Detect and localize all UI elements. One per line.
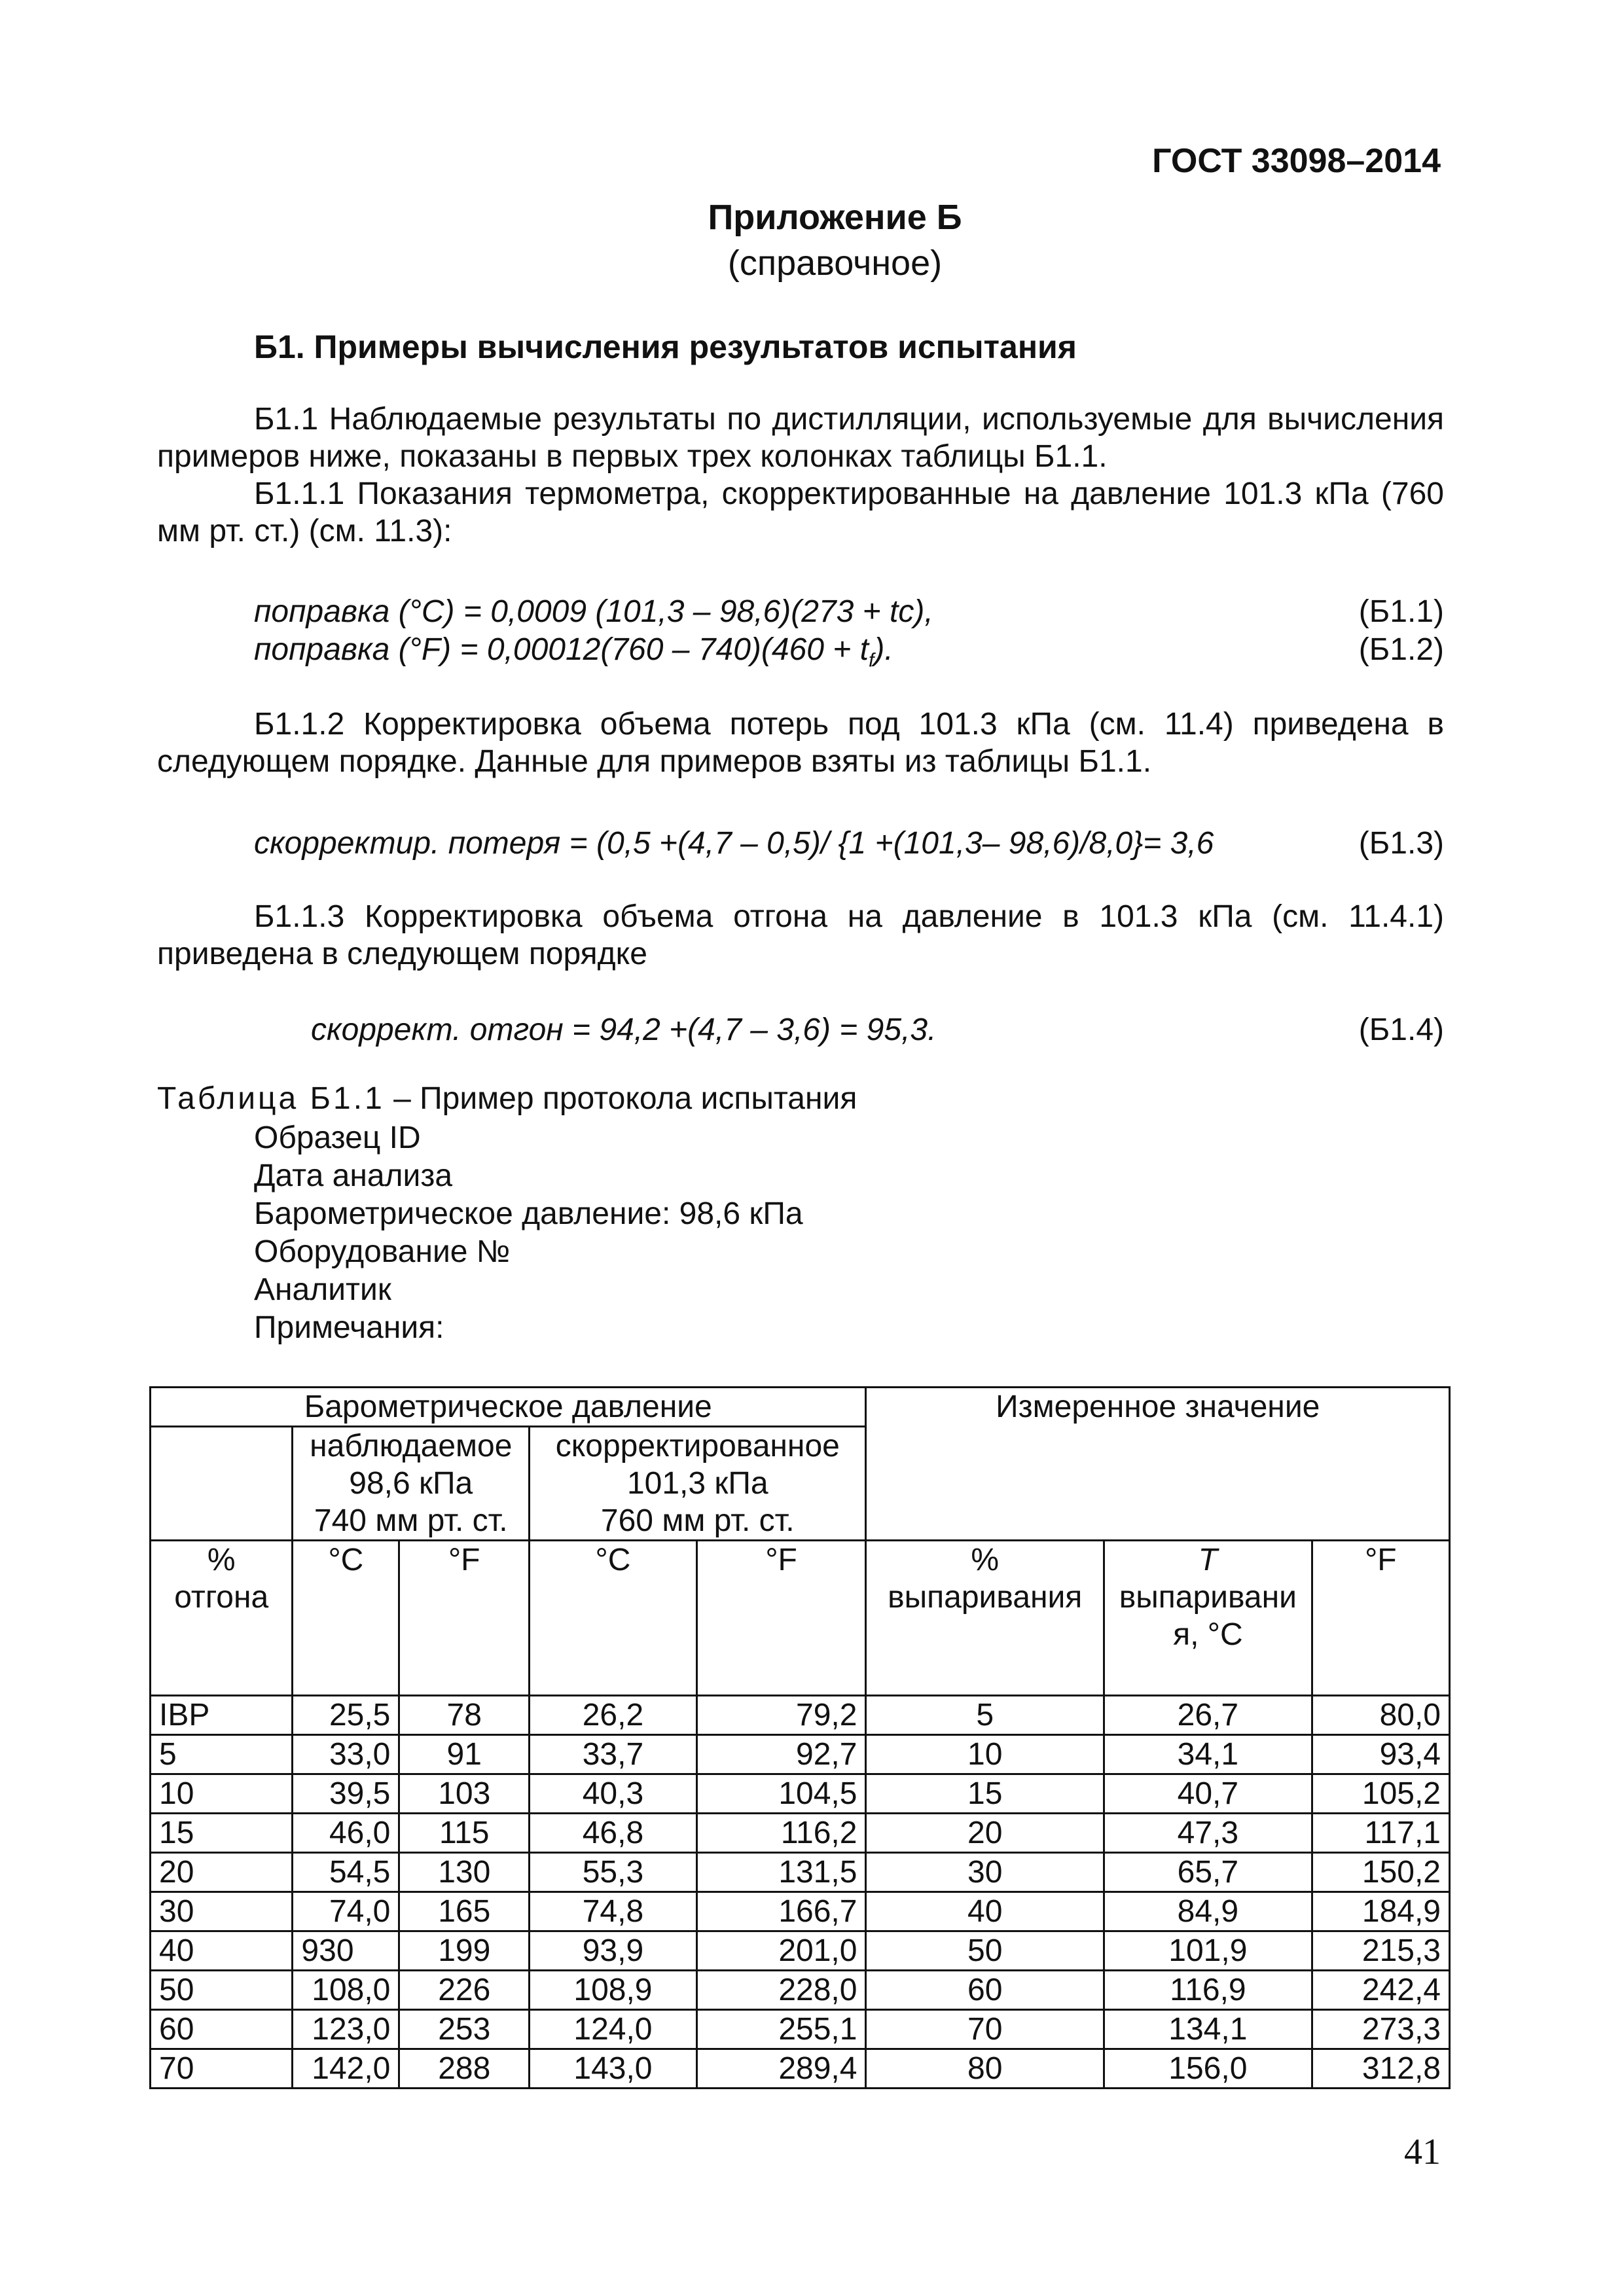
cell-obs-c: 74,0 bbox=[293, 1892, 399, 1931]
meta-analyst: Аналитик bbox=[254, 1272, 391, 1307]
cell-corr-c: 143,0 bbox=[530, 2049, 697, 2089]
cell-corr-f: 104,5 bbox=[696, 1774, 866, 1814]
cell-t-evap: 156,0 bbox=[1104, 2049, 1312, 2089]
table-row bbox=[151, 1892, 1450, 1931]
header-t-evap: T выпаривани я, °С bbox=[1104, 1541, 1312, 1696]
cell-corr-f: 228,0 bbox=[696, 1971, 866, 2010]
cell-pct-evap: 10 bbox=[866, 1735, 1104, 1774]
formula-text: поправка $(^\circ F) = 0,00012(760 - 740)(460 + t_f)$. bbox=[254, 632, 893, 672]
cell-obs-c: 33,0 bbox=[293, 1735, 399, 1774]
cell-t-evap: 84,9 bbox=[1104, 1892, 1312, 1931]
cell-obs-c: 142,0 bbox=[293, 2049, 399, 2089]
header-row-3 bbox=[151, 1541, 1450, 1696]
table-row bbox=[151, 1696, 1450, 1735]
cell-corr-c: 124,0 bbox=[530, 2010, 697, 2049]
cell-corr-c: 55,3 bbox=[530, 1853, 697, 1892]
cell-obs-c: 54,5 bbox=[293, 1853, 399, 1892]
cell-corr-c: 26,2 bbox=[530, 1696, 697, 1735]
cell-t-evap: 101,9 bbox=[1104, 1931, 1312, 1971]
cell-t-evap: 134,1 bbox=[1104, 2010, 1312, 2049]
header-evap-f: °F bbox=[1312, 1541, 1449, 1696]
table-row bbox=[151, 1735, 1450, 1774]
table-row bbox=[151, 1814, 1450, 1853]
cell-obs-f: 226 bbox=[399, 1971, 530, 2010]
paragraph-b1-1-2: Б1.1.2 Корректировка объема потерь под 101.3 кПа (см. 11.4) приведена в следующем порядке. Данные для примеров взяты из таблицы Б1.1. bbox=[157, 707, 1444, 779]
formula-text: скорректир. потеря = (0,5 +(4,7 – 0,5)/ {1 +(101,3– 98,6)/8,0}= 3,6 bbox=[254, 826, 1214, 861]
cell-pct-distilled: 15 bbox=[151, 1814, 293, 1853]
formula-b1-4 bbox=[311, 1011, 1444, 1049]
meta-sample: Образец ID bbox=[254, 1121, 421, 1155]
appendix-subtitle: (справочное) bbox=[727, 243, 943, 283]
cell-evap-f: 312,8 bbox=[1312, 2049, 1449, 2089]
cell-evap-f: 105,2 bbox=[1312, 1774, 1449, 1814]
cell-pct-evap: 20 bbox=[866, 1814, 1104, 1853]
cell-evap-f: 117,1 bbox=[1312, 1814, 1449, 1853]
cell-obs-c: 46,0 bbox=[293, 1814, 399, 1853]
cell-evap-f: 80,0 bbox=[1312, 1696, 1449, 1735]
cell-obs-c: 123,0 bbox=[293, 2010, 399, 2049]
cell-obs-f: 165 bbox=[399, 1892, 530, 1931]
cell-pct-evap: 70 bbox=[866, 2010, 1104, 2049]
cell-obs-f: 130 bbox=[399, 1853, 530, 1892]
cell-pct-distilled: 70 bbox=[151, 2049, 293, 2089]
appendix-title: Приложение Б bbox=[708, 198, 962, 237]
cell-corr-f: 255,1 bbox=[696, 2010, 866, 2049]
cell-t-evap: 40,7 bbox=[1104, 1774, 1312, 1814]
cell-corr-c: 33,7 bbox=[530, 1735, 697, 1774]
formula-text: скоррект. отгон = 94,2 +(4,7 – 3,6) = 95,3. bbox=[311, 1013, 937, 1047]
table-row bbox=[151, 1774, 1450, 1814]
cell-obs-f: 103 bbox=[399, 1774, 530, 1814]
header-corr-f: °F bbox=[696, 1541, 866, 1696]
cell-corr-f: 201,0 bbox=[696, 1931, 866, 1971]
header-pct-evap: % выпаривания bbox=[866, 1541, 1104, 1696]
cell-corr-f: 92,7 bbox=[696, 1735, 866, 1774]
formula-number: (Б1.2) bbox=[1358, 632, 1444, 667]
cell-evap-f: 273,3 bbox=[1312, 2010, 1449, 2049]
table-row bbox=[151, 2049, 1450, 2089]
cell-t-evap: 47,3 bbox=[1104, 1814, 1312, 1853]
header-observed: наблюдаемое 98,6 кПа 740 мм рт. ст. bbox=[293, 1427, 530, 1541]
table-row bbox=[151, 1853, 1450, 1892]
cell-corr-c: 108,9 bbox=[530, 1971, 697, 2010]
cell-corr-c: 74,8 bbox=[530, 1892, 697, 1931]
cell-pct-evap: 15 bbox=[866, 1774, 1104, 1814]
formula-b1-2 bbox=[254, 631, 1444, 673]
meta-date: Дата анализа bbox=[254, 1158, 453, 1193]
meta-equipment: Оборудование № bbox=[254, 1234, 511, 1269]
cell-pct-distilled: 20 bbox=[151, 1853, 293, 1892]
cell-pct-evap: 80 bbox=[866, 2049, 1104, 2089]
cell-pct-distilled: 60 bbox=[151, 2010, 293, 2049]
cell-corr-f: 166,7 bbox=[696, 1892, 866, 1931]
section-title: Б1. Примеры вычисления результатов испытания bbox=[254, 329, 1077, 365]
cell-obs-c: 930 bbox=[293, 1931, 399, 1971]
cell-obs-f: 253 bbox=[399, 2010, 530, 2049]
cell-obs-c: 39,5 bbox=[293, 1774, 399, 1814]
cell-pct-distilled: IBP bbox=[151, 1696, 293, 1735]
cell-obs-f: 288 bbox=[399, 2049, 530, 2089]
paragraph-b1-1-1: Б1.1.1 Показания термометра, скорректированные на давление 101.3 кПа (760 мм рт. ст.) (см. 11.3): bbox=[157, 476, 1444, 548]
cell-evap-f: 150,2 bbox=[1312, 1853, 1449, 1892]
cell-obs-c: 25,5 bbox=[293, 1696, 399, 1735]
header-row-1 bbox=[151, 1388, 1450, 1427]
page-number: 41 bbox=[1404, 2132, 1441, 2172]
header-pressure: Барометрическое давление bbox=[151, 1388, 866, 1427]
cell-corr-c: 46,8 bbox=[530, 1814, 697, 1853]
cell-t-evap: 34,1 bbox=[1104, 1735, 1312, 1774]
header-pct-distilled: % отгона bbox=[151, 1541, 293, 1696]
cell-pct-evap: 5 bbox=[866, 1696, 1104, 1735]
cell-obs-f: 199 bbox=[399, 1931, 530, 1971]
cell-evap-f: 215,3 bbox=[1312, 1931, 1449, 1971]
cell-t-evap: 26,7 bbox=[1104, 1696, 1312, 1735]
cell-evap-f: 242,4 bbox=[1312, 1971, 1449, 2010]
formula-text: поправка (°С) = 0,0009 (101,3 – 98,6)(273 + tc), bbox=[254, 594, 933, 629]
header-obs-c: °С bbox=[293, 1541, 399, 1696]
cell-pct-evap: 30 bbox=[866, 1853, 1104, 1892]
cell-t-evap: 116,9 bbox=[1104, 1971, 1312, 2010]
cell-corr-f: 131,5 bbox=[696, 1853, 866, 1892]
cell-pct-distilled: 40 bbox=[151, 1931, 293, 1971]
cell-t-evap: 65,7 bbox=[1104, 1853, 1312, 1892]
table-row bbox=[151, 1971, 1450, 2010]
cell-corr-c: 93,9 bbox=[530, 1931, 697, 1971]
cell-pct-distilled: 5 bbox=[151, 1735, 293, 1774]
protocol-meta bbox=[254, 1119, 803, 1347]
cell-obs-c: 108,0 bbox=[293, 1971, 399, 2010]
document-code: ГОСТ 33098–2014 bbox=[1152, 142, 1441, 180]
cell-corr-f: 79,2 bbox=[696, 1696, 866, 1735]
formula-b1-1 bbox=[254, 593, 1444, 631]
header-measured: Измеренное значение bbox=[866, 1388, 1450, 1541]
cell-pct-evap: 50 bbox=[866, 1931, 1104, 1971]
distillation-table bbox=[149, 1386, 1451, 2089]
formula-number: (Б1.3) bbox=[1358, 826, 1444, 861]
paragraph-b1-1: Б1.1 Наблюдаемые результаты по дистилляции, используемые для вычисления примеров ниже, показаны в первых трех колонках таблицы Б1.1. bbox=[157, 402, 1444, 474]
cell-pct-distilled: 50 bbox=[151, 1971, 293, 2010]
formula-number: (Б1.1) bbox=[1358, 594, 1444, 629]
header-corrected: скорректированное 101,3 кПа 760 мм рт. ст. bbox=[530, 1427, 866, 1541]
table-row bbox=[151, 2010, 1450, 2049]
cell-pct-distilled: 10 bbox=[151, 1774, 293, 1814]
meta-notes: Примечания: bbox=[254, 1310, 444, 1345]
cell-obs-f: 78 bbox=[399, 1696, 530, 1735]
cell-corr-f: 289,4 bbox=[696, 2049, 866, 2089]
cell-evap-f: 93,4 bbox=[1312, 1735, 1449, 1774]
header-corr-c: °С bbox=[530, 1541, 697, 1696]
cell-pct-distilled: 30 bbox=[151, 1892, 293, 1931]
table-caption: Таблица Б1.1 – Пример протокола испытания bbox=[157, 1081, 857, 1116]
cell-obs-f: 91 bbox=[399, 1735, 530, 1774]
table-row bbox=[151, 1931, 1450, 1971]
formula-b1-3 bbox=[254, 825, 1444, 863]
header-obs-f: °F bbox=[399, 1541, 530, 1696]
formula-number: (Б1.4) bbox=[1358, 1013, 1444, 1047]
meta-pressure: Барометрическое давление: 98,6 кПа bbox=[254, 1196, 803, 1231]
cell-evap-f: 184,9 bbox=[1312, 1892, 1449, 1931]
header-empty bbox=[151, 1427, 293, 1541]
cell-obs-f: 115 bbox=[399, 1814, 530, 1853]
cell-corr-c: 40,3 bbox=[530, 1774, 697, 1814]
cell-pct-evap: 60 bbox=[866, 1971, 1104, 2010]
paragraph-b1-1-3: Б1.1.3 Корректировка объема отгона на давление в 101.3 кПа (см. 11.4.1) приведена в следующем порядке bbox=[157, 899, 1444, 971]
cell-corr-f: 116,2 bbox=[696, 1814, 866, 1853]
cell-pct-evap: 40 bbox=[866, 1892, 1104, 1931]
